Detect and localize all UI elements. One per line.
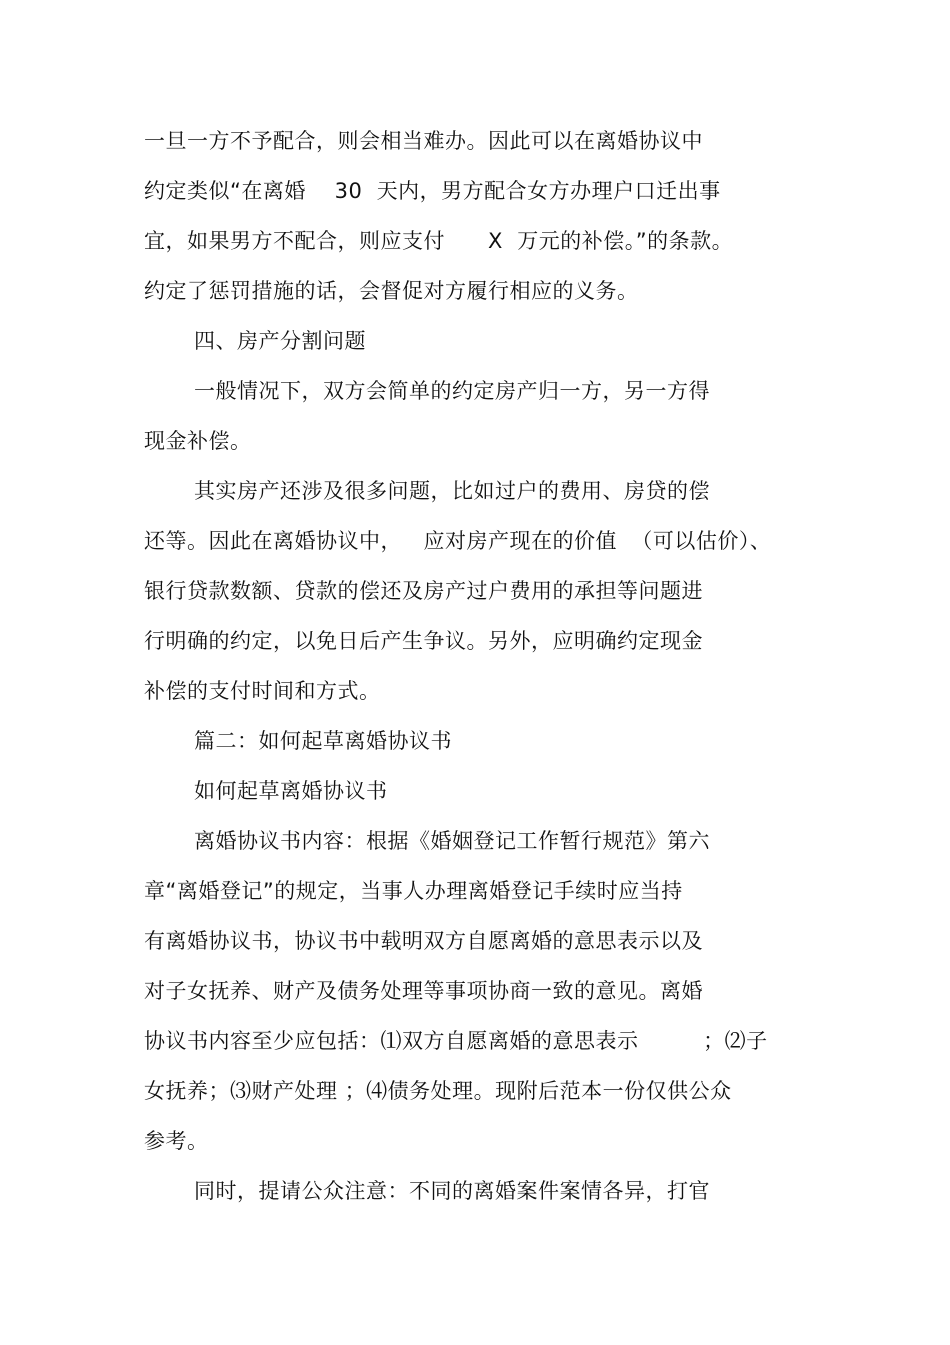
text-line: 约定了惩罚措施的话，会督促对方履行相应的义务。	[144, 279, 639, 303]
text-line: 同时，提请公众注意：不同的离婚案件案情各异，打官	[194, 1179, 710, 1203]
text-line: 约定类似“在离婚 30 天内，男方配合女方办理户口迁出事	[144, 179, 721, 203]
text-line: 一旦一方不予配合，则会相当难办。因此可以在离婚协议中	[144, 129, 703, 153]
text-line: 协议书内容至少应包括：⑴双方自愿离婚的意思表示 ；⑵子	[144, 1029, 768, 1053]
text-line: 离婚协议书内容：根据《婚姻登记工作暂行规范》第六	[194, 829, 710, 853]
text-line: 有离婚协议书，协议书中载明双方自愿离婚的意思表示以及	[144, 929, 703, 953]
text-line: 参考。	[144, 1129, 209, 1153]
text-line: 女抚养；⑶财产处理 ；⑷债务处理。现附后范本一份仅供公众	[144, 1079, 732, 1103]
section-heading: 篇二：如何起草离婚协议书	[194, 729, 452, 753]
text-line: 行明确的约定，以免日后产生争议。另外，应明确约定现金	[144, 629, 703, 653]
text-line: 补偿的支付时间和方式。	[144, 679, 381, 703]
text-line: 宜，如果男方不配合，则应支付 X 万元的补偿。”的条款。	[144, 229, 734, 253]
text-line: 一般情况下，双方会简单的约定房产归一方，另一方得	[194, 379, 710, 403]
text-line: 章“离婚登记”的规定，当事人办理离婚登记手续时应当持	[144, 879, 683, 903]
text-line: 现金补偿。	[144, 429, 252, 453]
section-title: 如何起草离婚协议书	[194, 779, 388, 803]
text-line: 其实房产还涉及很多问题，比如过户的费用、房贷的偿	[194, 479, 710, 503]
text-line: 还等。因此在离婚协议中， 应对房产现在的价值 （可以估价）、	[144, 529, 772, 553]
text-line: 银行贷款数额、贷款的偿还及房产过户费用的承担等问题进	[144, 579, 703, 603]
section-heading: 四、房产分割问题	[194, 329, 366, 353]
text-line: 对子女抚养、财产及债务处理等事项协商一致的意见。离婚	[144, 979, 703, 1003]
